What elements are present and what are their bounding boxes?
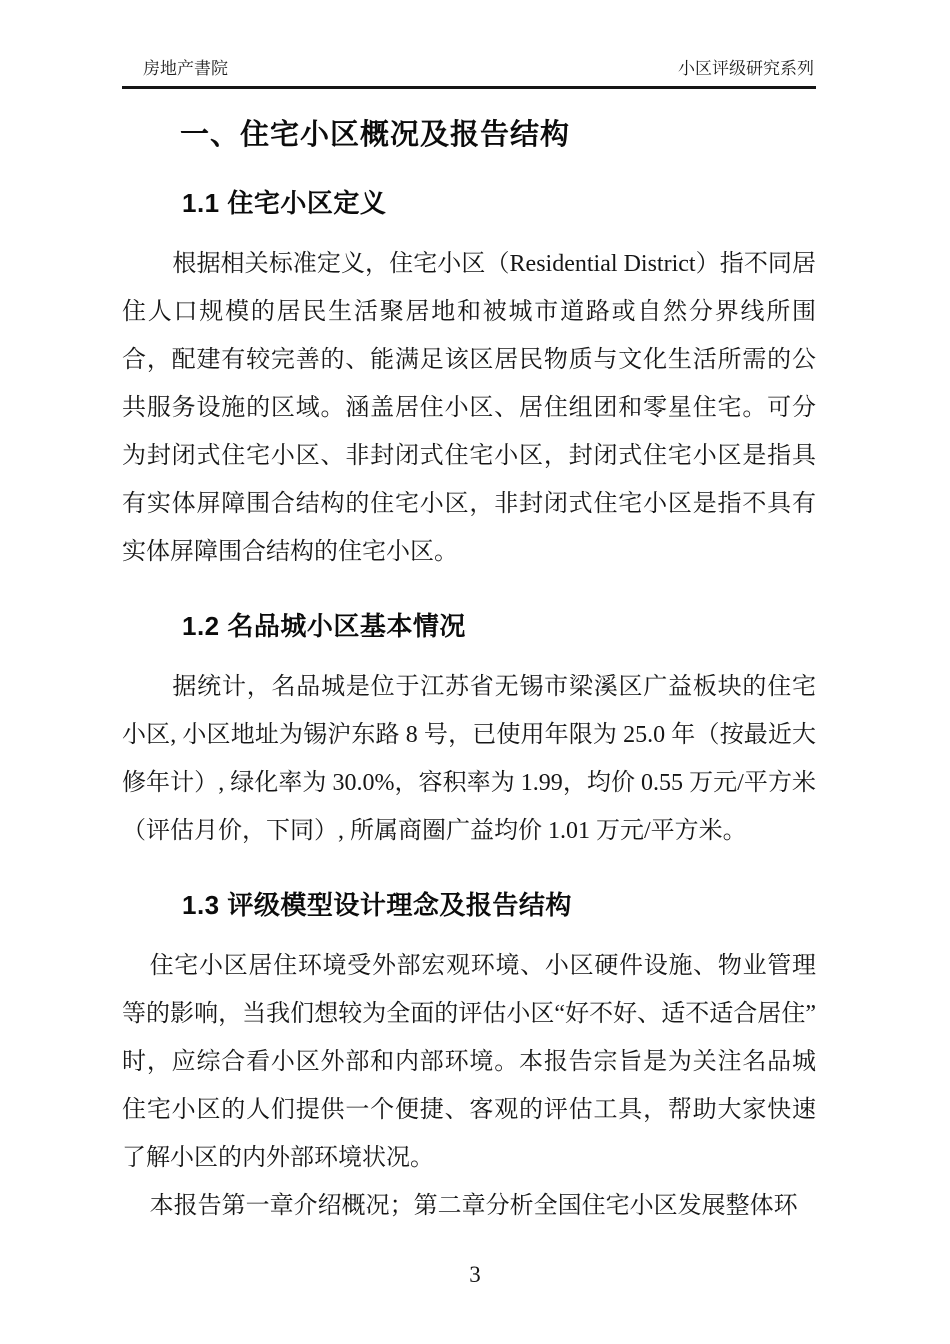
body-paragraph: 根据相关标准定义，住宅小区（Residential District）指不同居住人口规模的居民生活聚居地和被城市道路或自然分界线所围合，配建有较完善的、能满足该区居民物质与文化生活所需的公共服务设施的区域。涵盖居住小区、居住组团和零星住宅。可分为封闭式住宅小区、非封闭式住宅小区，封闭式住宅小区是指具有实体屏障围合结构的住宅小区，非封闭式住宅小区是指不具有实体屏障围合结构的住宅小区。 (122, 251, 816, 565)
section-1-1 (122, 187, 816, 576)
header-series: 小区评级研究系列 (678, 59, 814, 78)
section-heading-1-1: 1.1 住宅小区定义 (182, 188, 387, 218)
body-paragraph: 住宅小区居住环境受外部宏观环境、小区硬件设施、物业管理等的影响，当我们想较为全面的评估小区“好不好、适不适合居住”时，应综合看小区外部和内部环境。本报告宗旨是为关注名品城住宅小区的人们提供一个便捷、客观的评估工具，帮助大家快速了解小区的内外部环境状况。 (122, 953, 816, 1171)
body-paragraph: 本报告第一章介绍概况；第二章分析全国住宅小区发展整体环 (149, 1193, 798, 1219)
chapter-title: 一、住宅小区概况及报告结构 (180, 119, 571, 151)
section-1-3 (122, 889, 816, 1230)
section-heading-1-2: 1.2 名品城小区基本情况 (182, 611, 466, 641)
section-1-2 (122, 610, 816, 855)
page-number: 3 (469, 1262, 481, 1287)
header-brand: 房地产書院 (143, 59, 228, 78)
body-paragraph: 据统计，名品城是位于江苏省无锡市梁溪区广益板块的住宅小区, 小区地址为锡沪东路 8 号，已使用年限为 25.0 年（按最近大修年计）, 绿化率为 30.0%，容积率为 1.99，均价 0.55 万元/平方米（评估月价，下同）, 所属商圈广益均价 1.01 万元/平方米。 (122, 674, 816, 844)
section-heading-1-3: 1.3 评级模型设计理念及报告结构 (182, 890, 572, 920)
page-header (122, 58, 816, 89)
